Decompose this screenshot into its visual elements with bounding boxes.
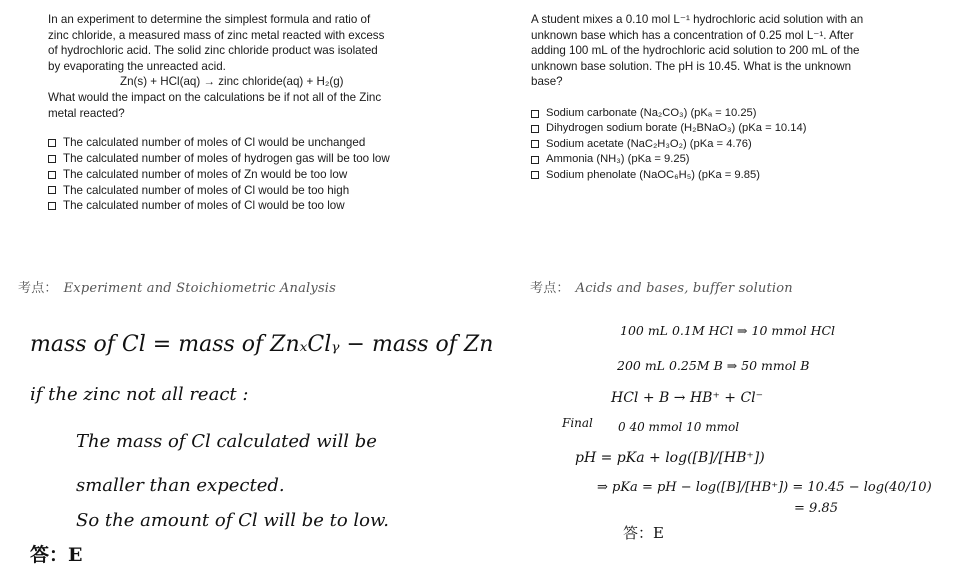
solution-left-line-5: So the amount of Cl will be to low. [76, 510, 390, 531]
checkbox-icon[interactable] [48, 139, 56, 147]
topic-right [530, 277, 793, 296]
option-c[interactable]: The calculated number of moles of Zn would be too low [48, 167, 438, 183]
solution-left-line-1: mass of Cl = mass of ZnₓClᵧ − mass of Zn [30, 332, 494, 357]
checkbox-icon[interactable] [48, 202, 56, 210]
option-c[interactable]: Sodium acetate (NaC₂H₃O₂) (pKa = 4.76) [531, 137, 911, 152]
solution-right-line-7: = 9.85 [794, 501, 838, 516]
checkbox-icon[interactable] [48, 155, 56, 163]
solution-left-line-2: if the zinc not all react : [30, 384, 249, 405]
question-left-prompt: What would the impact on the calculations be if not all of the Zinc metal reacted? [48, 90, 382, 120]
question-left [48, 12, 438, 214]
question-right-stem: A student mixes a 0.10 mol L⁻¹ hydrochloric acid solution with an unknown base which has a concentration of 0.25 mol L⁻¹. After adding 100 mL of the hydrochloric acid solution to 200 mL of the unknown base solution. The pH is 10.45. What is the unknown base? [531, 13, 864, 89]
topic-text: Acids and bases, buffer solution [575, 281, 793, 296]
solution-right-line-6: ⇒ pKa = pH − log([B]/[HB⁺]) = 10.45 − log(40/10) [597, 480, 932, 495]
checkbox-icon[interactable] [531, 171, 539, 179]
solution-right-answer: 答：E [623, 524, 664, 542]
solution-left-line-3: The mass of Cl calculated will be [76, 431, 377, 452]
option-d[interactable]: Ammonia (NH₃) (pKa = 9.25) [531, 152, 911, 167]
solution-right-line-2: 200 mL 0.25M B ⇒ 50 mmol B [617, 358, 810, 373]
solution-right-final-label: Final [562, 416, 593, 430]
solution-right-line-5: pH = pKa + log([B]/[HB⁺]) [575, 450, 765, 466]
checkbox-icon[interactable] [48, 171, 56, 179]
question-right [531, 12, 911, 183]
checkbox-icon[interactable] [531, 140, 539, 148]
option-e[interactable]: The calculated number of moles of Cl would be too low [48, 198, 438, 214]
solution-right-line-1: 100 mL 0.1M HCl ⇒ 10 mmol HCl [620, 323, 836, 338]
question-left-equation: Zn(s) + HCl(aq) → zinc chloride(aq) + H₂(g) [120, 75, 344, 89]
option-b[interactable]: The calculated number of moles of hydrogen gas will be too low [48, 151, 438, 167]
topic-text: Experiment and Stoichiometric Analysis [63, 281, 337, 296]
question-right-options [531, 106, 911, 183]
checkbox-icon[interactable] [48, 186, 56, 194]
solution-right-line-3: HCl + B → HB⁺ + Cl⁻ [611, 390, 764, 406]
question-left-options [48, 135, 438, 214]
option-a[interactable]: The calculated number of moles of Cl would be unchanged [48, 135, 438, 151]
checkbox-icon[interactable] [531, 125, 539, 133]
question-left-stem: In an experiment to determine the simplest formula and ratio of zinc chloride, a measured mass of zinc metal reacted with excess of hydrochloric acid. The solid zinc chloride product was isolated by evaporating the unreacted acid. [48, 13, 385, 73]
solution-right-line-4: 0 40 mmol 10 mmol [618, 420, 740, 434]
topic-label: 考点： [18, 281, 58, 296]
checkbox-icon[interactable] [531, 110, 539, 118]
option-b[interactable]: Dihydrogen sodium borate (H₂BNaO₃) (pKa = 10.14) [531, 121, 911, 136]
solution-left-line-4: smaller than expected. [76, 475, 285, 496]
option-d[interactable]: The calculated number of moles of Cl would be too high [48, 183, 438, 199]
checkbox-icon[interactable] [531, 156, 539, 164]
solution-left-answer: 答：E [30, 544, 83, 566]
option-a[interactable]: Sodium carbonate (Na₂CO₃) (pKₐ = 10.25) [531, 106, 911, 121]
topic-left [18, 277, 336, 296]
topic-label: 考点： [530, 281, 570, 296]
option-e[interactable]: Sodium phenolate (NaOC₆H₅) (pKa = 9.85) [531, 168, 911, 183]
